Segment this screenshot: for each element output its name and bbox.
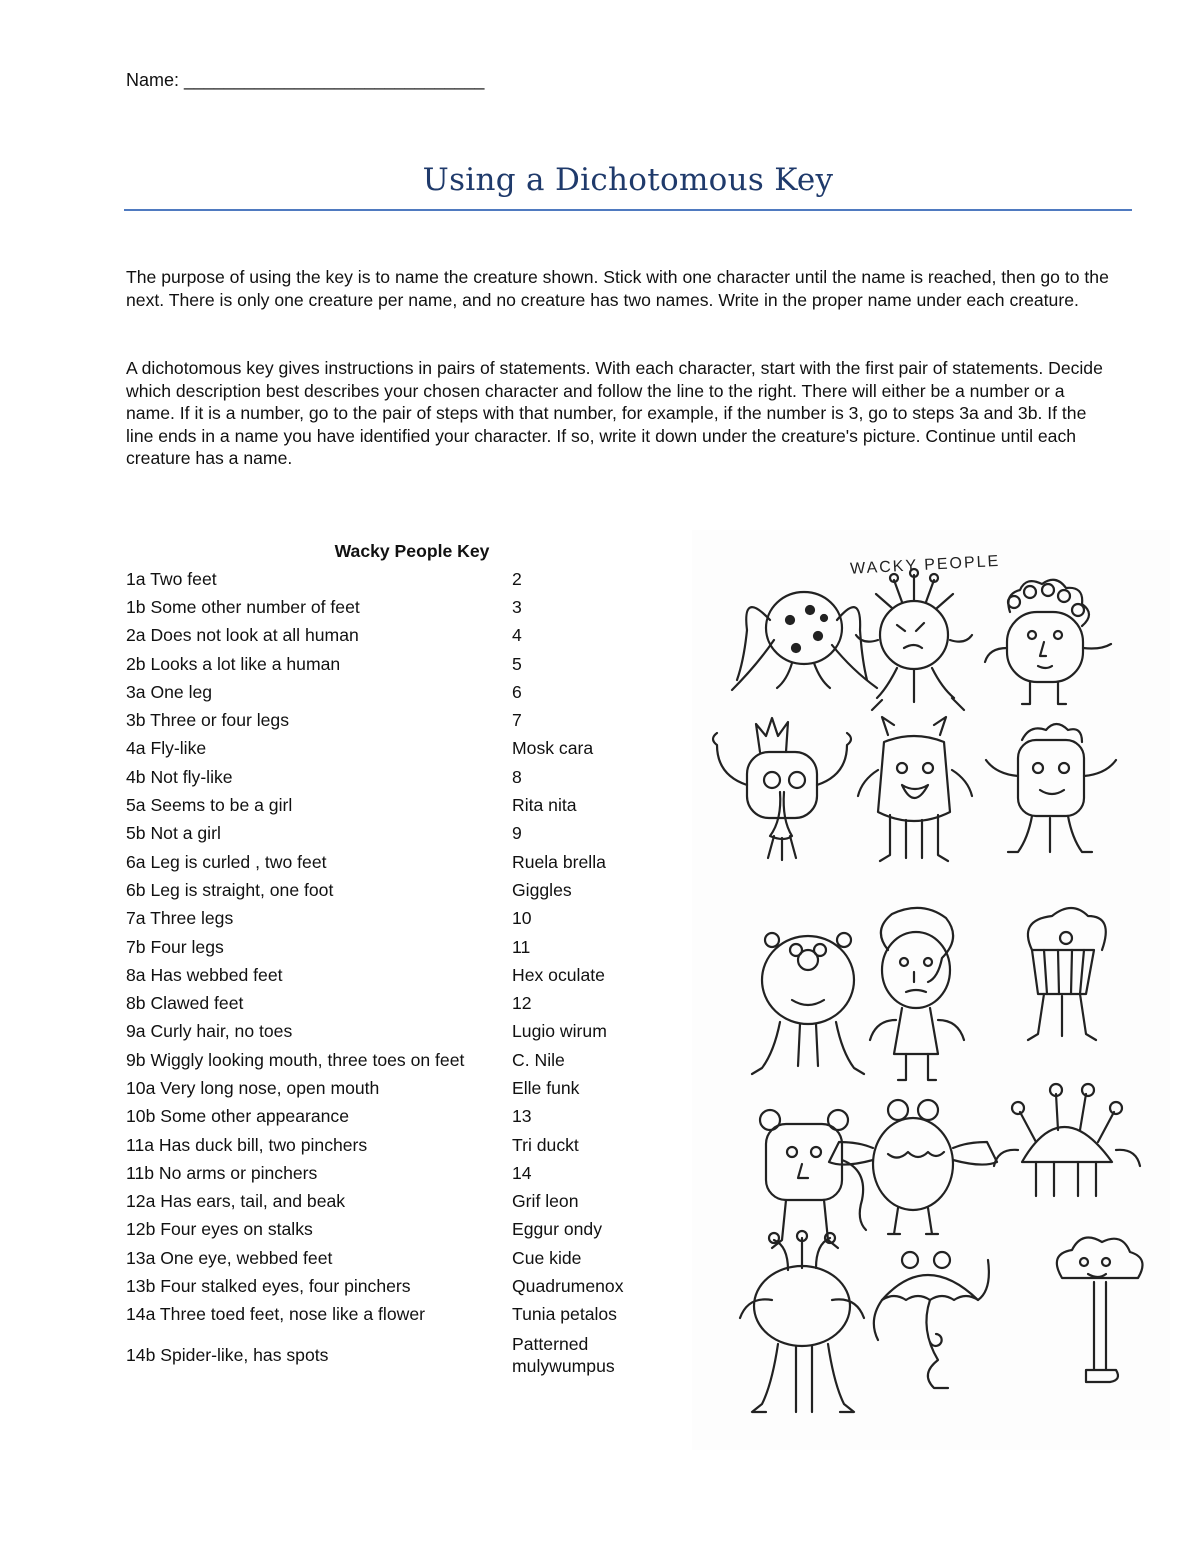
key-result: Lugio wirum [512, 1021, 607, 1042]
page-title: Using a Dichotomous Key [422, 162, 834, 198]
key-result: Elle funk [512, 1077, 580, 1098]
creature-spider [732, 592, 877, 690]
key-statement: 12b Four eyes on stalks [126, 1219, 313, 1240]
key-row [126, 678, 662, 706]
key-statement: 14b Spider-like, has spots [126, 1344, 329, 1365]
key-row [126, 933, 662, 961]
key-row [126, 989, 662, 1017]
key-result: Grif leon [512, 1191, 579, 1212]
key-result-line: Patterned [512, 1334, 589, 1355]
key-result: 5 [512, 653, 522, 674]
key-row [126, 650, 662, 678]
key-result: 9 [512, 823, 522, 844]
key-statement: 13a One eye, webbed feet [126, 1247, 333, 1268]
key-result: Rita nita [512, 795, 577, 816]
key-row [126, 593, 662, 621]
key-statement: 4a Fly-like [126, 738, 207, 759]
key-statement: 9b Wiggly looking mouth, three toes on feet [126, 1049, 465, 1070]
key-result: Tri duckt [512, 1134, 579, 1155]
creature-jellyfish [740, 1231, 864, 1412]
creature-stalk-eyes [994, 1084, 1140, 1196]
key-row [126, 1216, 662, 1244]
creature-cloud-head [1057, 1238, 1143, 1383]
key-row [126, 735, 662, 763]
key-statement: 2a Does not look at all human [126, 625, 359, 646]
key-row [126, 1188, 662, 1216]
key-statement: 6b Leg is straight, one foot [126, 879, 334, 900]
creature-girl [870, 908, 964, 1080]
key-statement: 13b Four stalked eyes, four pinchers [126, 1276, 411, 1297]
key-result: 11 [512, 936, 531, 957]
key-statement: 8b Clawed feet [126, 993, 244, 1014]
wacky-people-illustration [692, 530, 1170, 1450]
key-result: 2 [512, 568, 522, 589]
key-row [126, 1131, 662, 1159]
key-statement: 3b Three or four legs [126, 710, 289, 731]
key-result: 14 [512, 1162, 532, 1183]
key-result: Hex oculate [512, 964, 605, 985]
key-row [126, 1074, 662, 1102]
key-row [126, 1244, 662, 1272]
key-result: C. Nile [512, 1049, 565, 1070]
key-result: Giggles [512, 879, 572, 900]
key-statement: 10a Very long nose, open mouth [126, 1077, 380, 1098]
key-row [126, 565, 662, 593]
title-underline [124, 209, 1132, 211]
illustration-title: WACKY PEOPLE [849, 552, 1001, 578]
key-result [512, 1329, 662, 1381]
key-result: 7 [512, 710, 522, 731]
key-result: Quadrumenox [512, 1276, 624, 1297]
key-result: Mosk cara [512, 738, 594, 759]
creature-antennae-ball [856, 569, 972, 710]
key-statement: 7b Four legs [126, 936, 224, 957]
key-row [126, 706, 662, 734]
creature-cupcake [1028, 908, 1106, 1040]
key-result: Cue kide [512, 1247, 582, 1268]
key-row [126, 622, 662, 650]
key-statement: 3a One leg [126, 681, 213, 702]
key-result-line: mulywumpus [512, 1356, 615, 1377]
key-row [126, 791, 662, 819]
key-statement: 11a Has duck bill, two pinchers [126, 1134, 368, 1155]
key-statement: 2b Looks a lot like a human [126, 653, 341, 674]
key-statement: 8a Has webbed feet [126, 964, 283, 985]
key-result: 3 [512, 596, 522, 617]
key-result: Eggur ondy [512, 1219, 602, 1240]
creature-ears-mouth [858, 717, 972, 861]
key-statement: 11b No arms or pinchers [126, 1162, 318, 1183]
creature-curly-hair [985, 580, 1111, 704]
creature-square-head [986, 724, 1116, 852]
key-row [126, 1046, 662, 1074]
intro-paragraph-instructions: A dichotomous key gives instructions in pairs of statements. With each character, start with the first pair of statements. Decide which description best describes your chosen character and follow the line to the right. There will either be a number or a name. If it is a number, go to the pair of steps with that number, for example, if the number is 3, go to steps 3a and 3b. If the line ends in a name you have identified your character. If so, write it down under the creature's picture. Continue until each creature has a name. [126, 358, 1103, 468]
key-row [126, 1301, 662, 1329]
key-result: 8 [512, 766, 522, 787]
key-row [126, 876, 662, 904]
key-statement: 14a Three toed feet, nose like a flower [126, 1304, 425, 1325]
key-statement: 5b Not a girl [126, 823, 221, 844]
key-statement: 10b Some other appearance [126, 1106, 350, 1127]
dichotomous-key-table [126, 565, 662, 1381]
key-row [126, 961, 662, 989]
key-statement: 9a Curly hair, no toes [126, 1021, 293, 1042]
key-statement: 4b Not fly-like [126, 766, 233, 787]
key-result: 13 [512, 1106, 532, 1127]
name-field-label: Name: ______________________________ [126, 70, 485, 90]
key-result: 12 [512, 993, 532, 1014]
key-row [126, 1272, 662, 1300]
key-result: Ruela brella [512, 851, 606, 872]
key-statement: 1a Two feet [126, 568, 217, 589]
creature-long-nose [713, 718, 851, 860]
intro-paragraph-purpose: The purpose of using the key is to name the creature shown. Stick with one character until the name is reached, then go to the next. There is only one creature per name, and no creature has two names. Write in the proper name under each creature. [126, 267, 1109, 310]
key-row [126, 1018, 662, 1046]
creature-flower-nose [752, 933, 864, 1074]
key-row [126, 820, 662, 848]
key-row [126, 763, 662, 791]
key-statement: 5a Seems to be a girl [126, 795, 293, 816]
key-result: Tunia petalos [512, 1304, 617, 1325]
key-row [126, 1103, 662, 1131]
key-statement: 1b Some other number of feet [126, 596, 360, 617]
key-result: 4 [512, 625, 522, 646]
key-result: 10 [512, 908, 532, 929]
creature-bear-ears [760, 1110, 866, 1248]
key-statement: 12a Has ears, tail, and beak [126, 1191, 346, 1212]
creature-umbrella [874, 1252, 989, 1388]
key-title: Wacky People Key [334, 541, 490, 561]
key-statement: 7a Three legs [126, 908, 234, 929]
key-row [126, 1329, 662, 1381]
key-row [126, 905, 662, 933]
key-row [126, 1159, 662, 1187]
key-result: 6 [512, 681, 522, 702]
key-statement: 6a Leg is curled , two feet [126, 851, 327, 872]
key-row [126, 848, 662, 876]
